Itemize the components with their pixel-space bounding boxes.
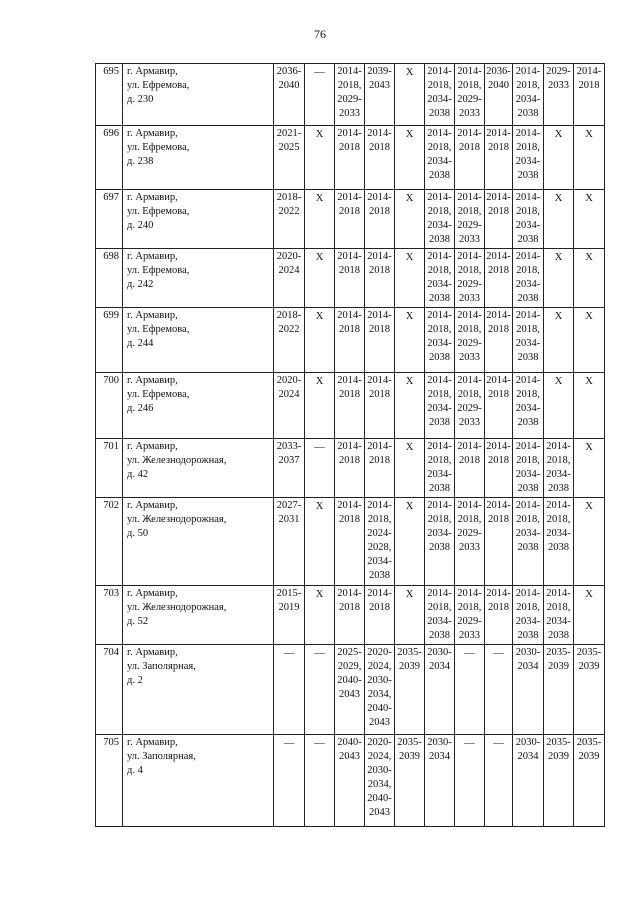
period-cell: 2014- 2018, 2034- 2038 [513,373,544,439]
table-row [96,735,605,827]
period-cell: X [544,190,574,249]
period-cell: X [395,498,425,586]
period-cell: 2035- 2039 [574,735,605,827]
table-row [96,439,605,498]
period-cell: 2020- 2024 [274,373,305,439]
table-body [96,64,605,827]
period-cell: 2014- 2018, 2034- 2038 [513,249,544,308]
period-cell: 2029- 2033 [544,64,574,126]
row-number: 705 [96,735,123,827]
period-cell: 2035- 2039 [574,645,605,735]
address-cell: г. Армавир, ул. Железнодорожная, д. 42 [123,439,274,498]
period-cell: 2014- 2018, 2034- 2038 [425,64,455,126]
table-row [96,373,605,439]
period-cell: 2014- 2018 [485,498,513,586]
period-cell: 2014- 2018 [485,308,513,373]
period-cell: — [274,645,305,735]
period-cell: — [305,735,335,827]
period-cell: — [305,64,335,126]
period-cell: 2014- 2018, 2034- 2038 [513,498,544,586]
period-cell: 2035- 2039 [395,735,425,827]
address-cell: г. Армавир, ул. Ефремова, д. 230 [123,64,274,126]
row-number: 702 [96,498,123,586]
period-cell: 2014- 2018 [335,373,365,439]
address-cell: г. Армавир, ул. Железнодорожная, д. 50 [123,498,274,586]
period-cell: — [455,735,485,827]
period-cell: 2018- 2022 [274,308,305,373]
period-cell: X [305,126,335,190]
table-row [96,64,605,126]
period-cell: 2035- 2039 [544,645,574,735]
period-cell: 2014- 2018, 2034- 2038 [425,586,455,645]
period-cell: X [395,373,425,439]
period-cell: 2014- 2018 [335,586,365,645]
period-cell: 2014- 2018, 2034- 2038 [513,439,544,498]
period-cell: X [574,439,605,498]
table-row [96,586,605,645]
address-cell: г. Армавир, ул. Железнодорожная, д. 52 [123,586,274,645]
period-cell: X [544,373,574,439]
period-cell: X [395,308,425,373]
period-cell: X [395,190,425,249]
period-cell: 2025- 2029, 2040- 2043 [335,645,365,735]
period-cell: 2014- 2018, 2034- 2038 [513,126,544,190]
period-cell: 2014- 2018 [335,498,365,586]
period-cell: 2014- 2018, 2034- 2038 [425,498,455,586]
period-cell: — [274,735,305,827]
period-cell: 2014- 2018, 2029- 2033 [455,64,485,126]
period-cell: 2030- 2034 [425,645,455,735]
period-cell: 2020- 2024, 2030- 2034, 2040- 2043 [365,735,395,827]
period-cell: 2027- 2031 [274,498,305,586]
row-number: 701 [96,439,123,498]
row-number: 695 [96,64,123,126]
period-cell: 2014- 2018, 2034- 2038 [425,249,455,308]
period-cell: — [485,735,513,827]
address-cell: г. Армавир, ул. Ефремова, д. 242 [123,249,274,308]
period-cell: X [395,249,425,308]
row-number: 699 [96,308,123,373]
period-cell: — [305,439,335,498]
period-cell: 2014- 2018 [335,308,365,373]
period-cell: 2014- 2018, 2024- 2028, 2034- 2038 [365,498,395,586]
period-cell: 2014- 2018, 2029- 2033 [335,64,365,126]
period-cell: 2018- 2022 [274,190,305,249]
row-number: 697 [96,190,123,249]
period-cell: 2036- 2040 [485,64,513,126]
period-cell: 2014- 2018, 2034- 2038 [513,64,544,126]
period-cell: X [305,308,335,373]
period-cell: — [485,645,513,735]
row-number: 700 [96,373,123,439]
period-cell: 2014- 2018 [485,439,513,498]
period-cell: 2014- 2018 [485,586,513,645]
table-row [96,126,605,190]
period-cell: 2021- 2025 [274,126,305,190]
period-cell: 2014- 2018 [365,373,395,439]
period-cell: 2014- 2018 [365,308,395,373]
period-cell: 2015- 2019 [274,586,305,645]
period-cell: 2014- 2018 [455,439,485,498]
period-cell: 2014- 2018 [485,126,513,190]
period-cell: 2014- 2018 [485,249,513,308]
period-cell: 2040- 2043 [335,735,365,827]
period-cell: 2039- 2043 [365,64,395,126]
period-cell: 2014- 2018 [365,126,395,190]
period-cell: 2014- 2018, 2029- 2033 [455,249,485,308]
period-cell: 2035- 2039 [544,735,574,827]
period-cell: 2035- 2039 [395,645,425,735]
period-cell: 2014- 2018, 2034- 2038 [425,373,455,439]
table-row [96,249,605,308]
period-cell: X [574,586,605,645]
period-cell: X [395,586,425,645]
period-cell: 2014- 2018, 2034- 2038 [544,586,574,645]
address-cell: г. Армавир, ул. Ефремова, д. 246 [123,373,274,439]
address-cell: г. Армавир, ул. Заполярная, д. 2 [123,645,274,735]
period-cell: 2014- 2018 [485,190,513,249]
period-cell: 2014- 2018, 2034- 2038 [425,126,455,190]
period-cell: 2014- 2018, 2029- 2033 [455,373,485,439]
page-number: 76 [314,27,326,41]
period-cell: 2030- 2034 [513,735,544,827]
row-number: 703 [96,586,123,645]
period-cell: 2030- 2034 [513,645,544,735]
period-cell: X [395,64,425,126]
period-cell: X [544,308,574,373]
period-cell: 2014- 2018, 2029- 2033 [455,308,485,373]
period-cell: X [574,190,605,249]
period-cell: 2014- 2018, 2034- 2038 [425,190,455,249]
period-cell: X [574,373,605,439]
period-cell: X [574,308,605,373]
table-row [96,498,605,586]
address-cell: г. Армавир, ул. Ефремова, д. 238 [123,126,274,190]
period-cell: X [305,373,335,439]
period-cell: 2014- 2018 [335,249,365,308]
table-row [96,645,605,735]
table-row [96,190,605,249]
period-cell: 2020- 2024 [274,249,305,308]
period-cell: X [544,126,574,190]
period-cell: 2014- 2018 [365,190,395,249]
period-cell: X [305,586,335,645]
period-cell: 2014- 2018, 2034- 2038 [544,439,574,498]
period-cell: 2014- 2018, 2034- 2038 [513,190,544,249]
period-cell: 2020- 2024, 2030- 2034, 2040- 2043 [365,645,395,735]
address-cell: г. Армавир, ул. Ефремова, д. 244 [123,308,274,373]
period-cell: 2014- 2018 [365,586,395,645]
period-cell: X [574,126,605,190]
period-cell: 2014- 2018 [335,126,365,190]
period-cell: X [305,249,335,308]
period-cell: 2014- 2018, 2029- 2033 [455,190,485,249]
period-cell: X [395,439,425,498]
period-cell: 2014- 2018 [455,126,485,190]
period-cell: 2030- 2034 [425,735,455,827]
period-cell: 2014- 2018 [335,439,365,498]
row-number: 696 [96,126,123,190]
period-cell: — [305,645,335,735]
row-number: 698 [96,249,123,308]
period-cell: 2014- 2018, 2029- 2033 [455,586,485,645]
table-row [96,308,605,373]
period-cell: 2014- 2018 [335,190,365,249]
period-cell: 2014- 2018 [574,64,605,126]
period-cell: 2014- 2018, 2034- 2038 [513,308,544,373]
period-cell: 2014- 2018, 2029- 2033 [455,498,485,586]
period-cell: X [574,249,605,308]
period-cell: 2014- 2018 [485,373,513,439]
period-cell: 2014- 2018 [365,249,395,308]
period-cell: 2014- 2018, 2034- 2038 [544,498,574,586]
period-cell: 2033- 2037 [274,439,305,498]
period-cell: 2036- 2040 [274,64,305,126]
period-cell: X [305,190,335,249]
period-cell: X [305,498,335,586]
address-cell: г. Армавир, ул. Ефремова, д. 240 [123,190,274,249]
period-cell: — [455,645,485,735]
period-cell: X [574,498,605,586]
period-cell: X [395,126,425,190]
registry-table [95,63,605,827]
period-cell: 2014- 2018, 2034- 2038 [513,586,544,645]
period-cell: 2014- 2018, 2034- 2038 [425,439,455,498]
row-number: 704 [96,645,123,735]
address-cell: г. Армавир, ул. Заполярная, д. 4 [123,735,274,827]
period-cell: 2014- 2018, 2034- 2038 [425,308,455,373]
period-cell: X [544,249,574,308]
period-cell: 2014- 2018 [365,439,395,498]
